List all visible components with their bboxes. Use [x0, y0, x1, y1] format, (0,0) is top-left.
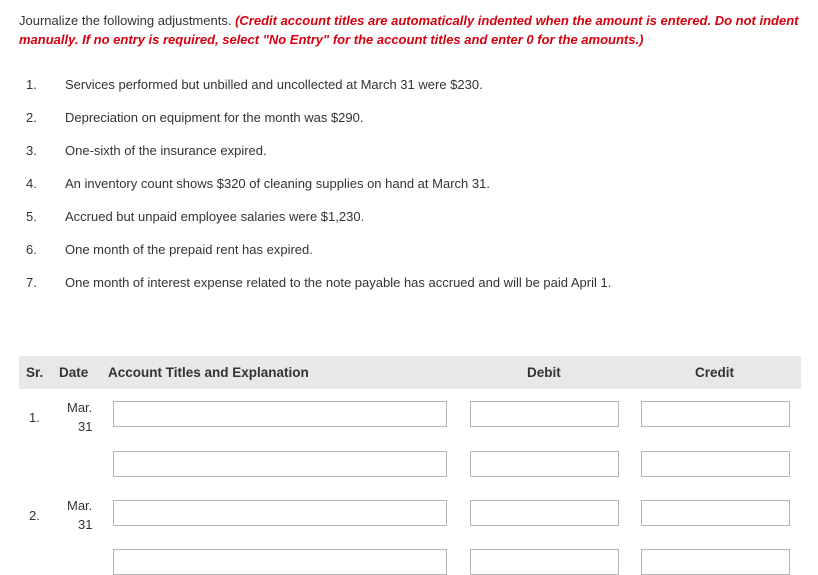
journal-table-header [19, 356, 801, 389]
adjustment-number: 5. [26, 209, 37, 224]
credit-input[interactable] [641, 451, 790, 477]
adjustment-text: One-sixth of the insurance expired. [65, 143, 267, 158]
debit-input[interactable] [470, 451, 619, 477]
header-debit: Debit [527, 365, 561, 380]
header-sr: Sr. [26, 365, 44, 380]
account-title-input[interactable] [113, 401, 447, 427]
instructions-note: (Credit account titles are automatically indented when the amount is entered. Do not indent manually. If no entry is required, select "No Entry" for the account titles and enter 0 for the amounts.) [19, 13, 799, 47]
entry-date-day: 31 [78, 419, 93, 434]
account-title-input[interactable] [113, 549, 447, 575]
adjustment-text: Services performed but unbilled and uncollected at March 31 were $230. [65, 77, 483, 92]
adjustment-text: One month of interest expense related to the note payable has accrued and will be paid April 1. [65, 275, 612, 290]
adjustment-number: 3. [26, 143, 37, 158]
account-title-input[interactable] [113, 500, 447, 526]
credit-input[interactable] [641, 500, 790, 526]
entry-date-month: Mar. [67, 400, 93, 415]
entry-sr-number: 1. [29, 410, 40, 425]
adjustment-number: 7. [26, 275, 37, 290]
adjustment-text: An inventory count shows $320 of cleaning supplies on hand at March 31. [65, 176, 490, 191]
instructions-text: Journalize the following adjustments. [19, 13, 236, 28]
adjustment-number: 1. [26, 77, 37, 92]
debit-input[interactable] [470, 401, 619, 427]
adjustment-number: 6. [26, 242, 37, 257]
header-credit: Credit [695, 365, 735, 380]
instructions [19, 11, 809, 49]
adjustment-text: Accrued but unpaid employee salaries were $1,230. [65, 209, 365, 224]
adjustment-number: 2. [26, 110, 37, 125]
entry-date-day: 31 [78, 517, 93, 532]
entry-sr-number: 2. [29, 508, 40, 523]
account-title-input[interactable] [113, 451, 447, 477]
debit-input[interactable] [470, 549, 619, 575]
adjustment-text: One month of the prepaid rent has expired. [65, 242, 313, 257]
header-date: Date [59, 365, 89, 380]
debit-input[interactable] [470, 500, 619, 526]
adjustment-number: 4. [26, 176, 37, 191]
credit-input[interactable] [641, 549, 790, 575]
adjustment-text: Depreciation on equipment for the month was $290. [65, 110, 364, 125]
entry-date-month: Mar. [67, 498, 93, 513]
credit-input[interactable] [641, 401, 790, 427]
header-account: Account Titles and Explanation [108, 365, 309, 380]
